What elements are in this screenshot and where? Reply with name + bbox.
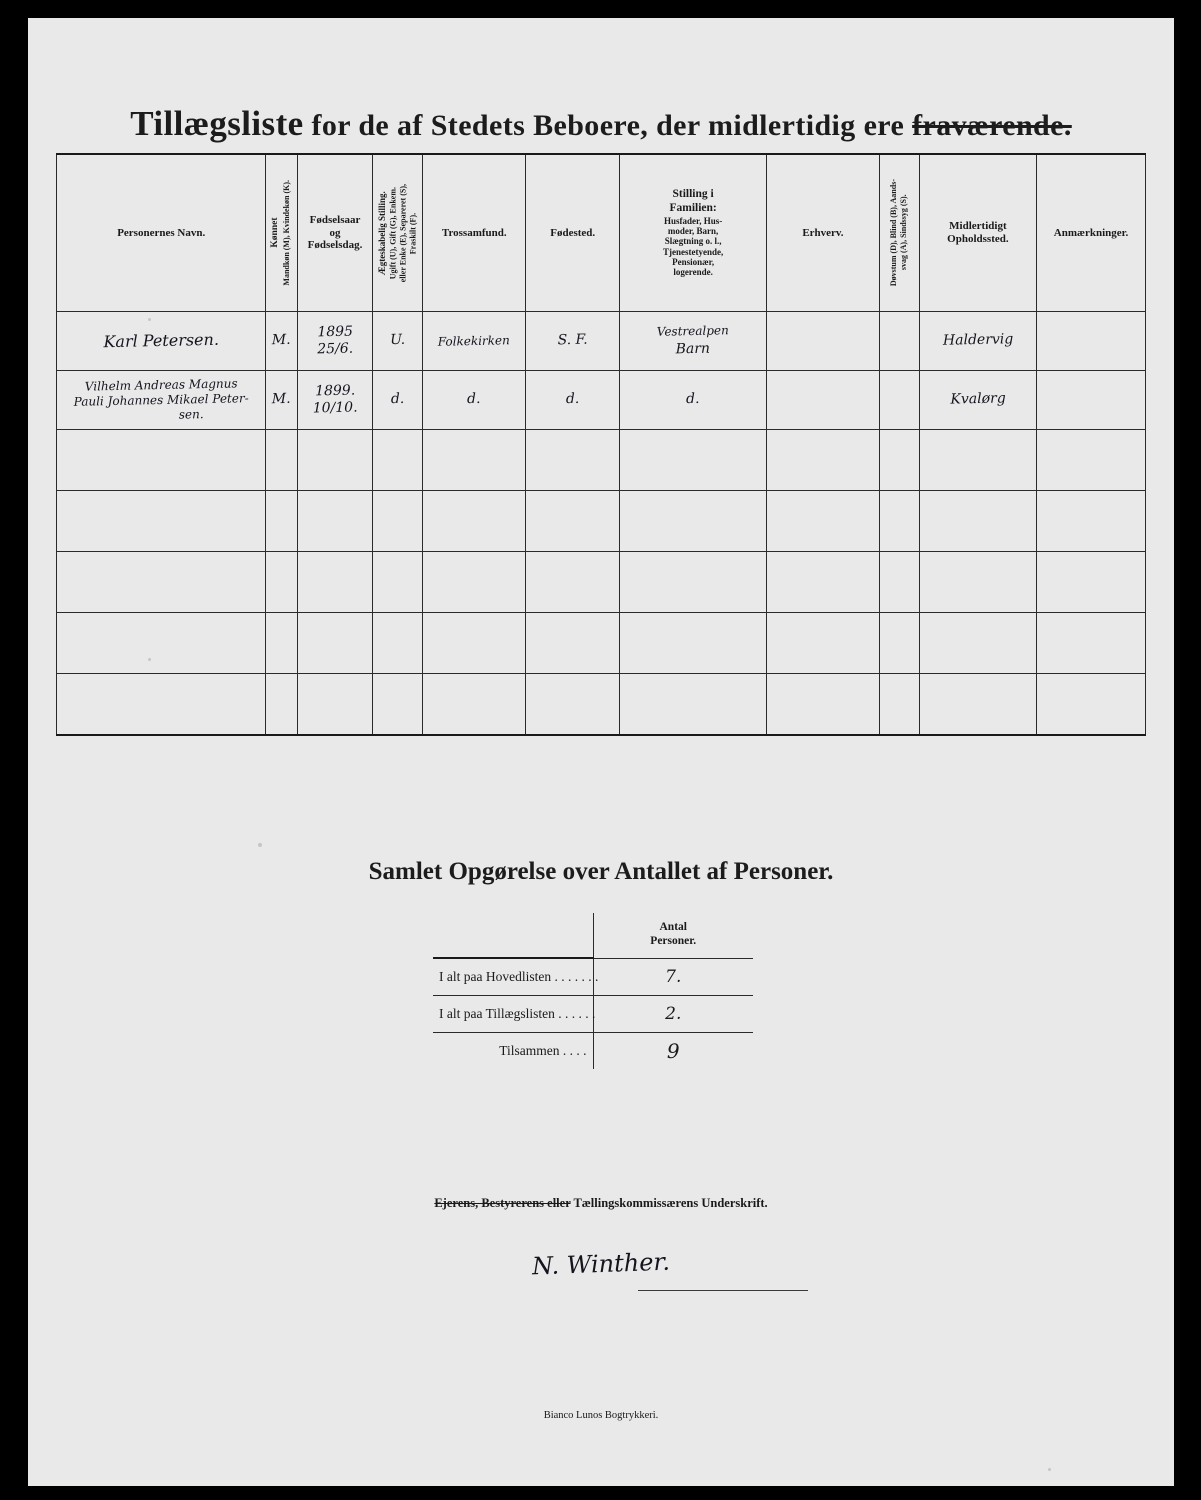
cell-remarks — [1037, 674, 1146, 736]
cell-temp-residence — [919, 430, 1036, 491]
cell-disability — [879, 430, 919, 491]
row-birth-day: 25/6. — [316, 340, 354, 358]
summary-value-supplement-list — [593, 996, 753, 1033]
col-header-birth-line3: Fødselsdag. — [307, 239, 363, 252]
summary-row — [433, 996, 753, 1033]
summary-label-supplement-list: I alt paa Tillægslisten . . . . . . — [433, 996, 593, 1033]
cell-temp-residence — [919, 312, 1036, 371]
col-header-occupation: Erhverv. — [766, 154, 879, 312]
col-header-family-line6: Tjenestetyende, — [662, 246, 724, 257]
signature-value: N. Winther. — [531, 1247, 671, 1281]
col-header-name: Personernes Navn. — [57, 154, 266, 312]
cell-birth — [297, 430, 372, 491]
row-family-position: d. — [686, 391, 700, 408]
row-birthplace: S. F. — [557, 331, 588, 349]
cell-creed — [423, 552, 526, 613]
cell-birthplace — [526, 371, 620, 430]
cell-occupation — [766, 552, 879, 613]
page-title — [28, 104, 1174, 144]
col-header-birthplace: Fødested. — [526, 154, 620, 312]
cell-temp-residence — [919, 552, 1036, 613]
summary-value-main-list — [593, 958, 753, 996]
summary-value-total — [593, 1033, 753, 1070]
cell-name — [57, 613, 266, 674]
summary-header-count — [593, 913, 753, 958]
cell-family-position — [620, 430, 767, 491]
col-header-sex-line1: Kønnet — [269, 217, 280, 249]
col-header-remarks: Anmærkninger. — [1037, 154, 1146, 312]
table-row — [57, 674, 1146, 736]
cell-birthplace — [526, 491, 620, 552]
summary-header-line2: Personer. — [650, 935, 697, 948]
residents-table — [56, 153, 1146, 736]
col-header-family-line8: logerende. — [673, 267, 713, 278]
col-header-disability — [879, 154, 919, 312]
cell-creed — [423, 371, 526, 430]
col-header-temp-line2: Opholdssted. — [947, 233, 1009, 245]
signature-area — [28, 1247, 1174, 1281]
table-row — [57, 613, 1146, 674]
signature-caption-rest: Tællingskommissærens Underskrift. — [573, 1196, 768, 1210]
summary-row — [433, 1033, 753, 1070]
col-header-marital-line4: Fraskilt (F). — [408, 212, 418, 254]
document-page — [28, 18, 1174, 1486]
summary-table — [433, 913, 753, 1069]
col-header-birth-line1: Fødselsaar — [309, 213, 361, 226]
summary-title: Samlet Opgørelse over Antallet af Personer. — [368, 858, 834, 885]
cell-marital — [373, 552, 423, 613]
col-header-family-line3: Husfader, Hus- — [664, 215, 723, 226]
cell-birth — [297, 674, 372, 736]
cell-sex — [266, 371, 297, 430]
summary-value-total-text: 9 — [666, 1039, 680, 1063]
col-header-temp-residence — [919, 154, 1036, 312]
col-header-temp-line1: Midlertidigt — [949, 220, 1007, 233]
title-prefix: Tillægsliste — [130, 104, 304, 143]
cell-remarks — [1037, 430, 1146, 491]
cell-temp-residence — [919, 371, 1036, 430]
cell-birth — [297, 312, 372, 371]
row-occupation — [767, 399, 879, 401]
cell-name — [57, 312, 266, 371]
row-name — [57, 458, 265, 462]
table-row — [57, 371, 1146, 430]
cell-name — [57, 552, 266, 613]
row-birth-year: 1895 — [317, 323, 353, 340]
cell-birthplace — [526, 613, 620, 674]
cell-remarks — [1037, 613, 1146, 674]
cell-marital — [373, 674, 423, 736]
printer-credit: Bianco Lunos Bogtrykkeri. — [543, 1410, 659, 1421]
row-temp-residence: Kvalørg — [950, 390, 1006, 408]
cell-marital — [373, 312, 423, 371]
paper-speck — [1048, 1468, 1051, 1471]
cell-name — [57, 491, 266, 552]
col-header-creed: Trossamfund. — [423, 154, 526, 312]
cell-birthplace — [526, 430, 620, 491]
cell-family-position — [620, 312, 767, 371]
row-birthplace: d. — [565, 391, 580, 408]
summary-label-main-list: I alt paa Hovedlisten . . . . . . . — [433, 958, 593, 996]
cell-marital — [373, 371, 423, 430]
row-marital: U. — [390, 332, 406, 349]
row-marital: d. — [390, 391, 405, 408]
cell-occupation — [766, 371, 879, 430]
cell-creed — [423, 674, 526, 736]
cell-creed — [423, 312, 526, 371]
cell-name — [57, 371, 266, 430]
cell-sex — [266, 613, 297, 674]
col-header-sex-line2: Mandkøn (M), Kvindekøn (K). — [281, 180, 291, 286]
summary-header-line1: Antal — [659, 921, 687, 934]
cell-temp-residence — [919, 613, 1036, 674]
cell-family-position — [620, 674, 767, 736]
cell-marital — [373, 430, 423, 491]
cell-occupation — [766, 430, 879, 491]
cell-name — [57, 674, 266, 736]
col-header-sex — [266, 154, 297, 312]
signature-caption-strike: Ejerens, Bestyrerens eller — [434, 1196, 571, 1210]
summary-row — [433, 958, 753, 996]
table-row — [57, 430, 1146, 491]
col-header-marital-line3: eller Enke (E), Separeret (S), — [398, 183, 408, 283]
row-temp-residence: Haldervig — [942, 331, 1014, 349]
cell-sex — [266, 674, 297, 736]
row-creed: Folkekirken — [438, 332, 511, 349]
cell-occupation — [766, 312, 879, 371]
cell-birth — [297, 552, 372, 613]
cell-family-position — [620, 491, 767, 552]
cell-remarks — [1037, 552, 1146, 613]
cell-occupation — [766, 674, 879, 736]
col-header-marital-line2: Ugift (U), Gift (G), Enkem. — [388, 186, 398, 280]
row-occupation — [767, 340, 879, 342]
row-name: Karl Petersen. — [103, 329, 220, 352]
col-header-family-line7: Pensionær, — [672, 257, 715, 268]
summary-value-supplement-list-text: 2. — [665, 1004, 682, 1024]
title-rest: for de af Stedets Beboere, der midlertidig ere — [311, 109, 905, 142]
cell-creed — [423, 491, 526, 552]
col-header-marital-line1: Ægteskabelig Stilling. — [377, 191, 388, 276]
cell-creed — [423, 430, 526, 491]
summary-label-total: Tilsammen . . . . — [433, 1033, 593, 1070]
row-birth-year: 1899. — [314, 382, 356, 399]
cell-birthplace — [526, 674, 620, 736]
row-family-position-note: Vestrealpen — [656, 322, 730, 339]
cell-sex — [266, 430, 297, 491]
row-name-line2: Pauli Johannes Mikael Peter- — [73, 390, 249, 409]
paper-speck — [258, 843, 262, 847]
col-header-family-position — [620, 154, 767, 312]
col-header-birth — [297, 154, 372, 312]
cell-birth — [297, 371, 372, 430]
cell-disability — [879, 491, 919, 552]
row-name-line3: sen. — [178, 406, 204, 422]
row-remarks — [1037, 340, 1145, 342]
col-header-birth-line2: og — [329, 226, 341, 239]
table-row — [57, 491, 1146, 552]
row-name — [57, 641, 265, 645]
cell-sex — [266, 491, 297, 552]
col-header-family-line1: Stilling i — [672, 188, 714, 201]
cell-birthplace — [526, 312, 620, 371]
cell-birthplace — [526, 552, 620, 613]
row-sex: M. — [272, 391, 292, 408]
row-name — [57, 580, 265, 584]
row-name: Vilhelm Andreas Magnus — [84, 375, 238, 394]
col-header-family-line4: moder, Barn, — [667, 226, 719, 237]
row-remarks — [1037, 399, 1145, 401]
cell-family-position — [620, 371, 767, 430]
summary-value-main-list-text: 7. — [665, 966, 682, 987]
cell-occupation — [766, 613, 879, 674]
cell-creed — [423, 613, 526, 674]
summary-header-empty — [433, 913, 593, 958]
row-name — [57, 519, 265, 523]
cell-birth — [297, 613, 372, 674]
col-header-family-line5: Slægtning o. l., — [664, 236, 722, 247]
cell-marital — [373, 491, 423, 552]
cell-occupation — [766, 491, 879, 552]
col-header-family-line2: Familien: — [669, 201, 717, 214]
cell-temp-residence — [919, 491, 1036, 552]
cell-temp-residence — [919, 674, 1036, 736]
row-sex: M. — [272, 332, 292, 349]
summary-header-row — [433, 913, 753, 958]
row-disability — [880, 341, 919, 342]
table-row — [57, 552, 1146, 613]
cell-sex — [266, 552, 297, 613]
row-family-position: Barn — [675, 340, 711, 358]
cell-remarks — [1037, 371, 1146, 430]
col-header-disability-line1: Døvstum (D), Blind (B), Aands- — [889, 179, 899, 287]
row-name — [57, 702, 265, 706]
cell-sex — [266, 312, 297, 371]
cell-disability — [879, 371, 919, 430]
row-disability — [880, 400, 919, 401]
cell-disability — [879, 613, 919, 674]
table-row — [57, 312, 1146, 371]
signature-line — [638, 1290, 808, 1291]
cell-marital — [373, 613, 423, 674]
cell-family-position — [620, 552, 767, 613]
cell-remarks — [1037, 491, 1146, 552]
cell-remarks — [1037, 312, 1146, 371]
col-header-disability-line2: svag (A), Sindssyg (S). — [899, 195, 909, 271]
signature-caption — [28, 1196, 1174, 1211]
row-birth-day: 10/10. — [312, 399, 358, 417]
title-strike: fraværende. — [912, 109, 1072, 142]
col-header-marital — [373, 154, 423, 312]
cell-disability — [879, 674, 919, 736]
cell-disability — [879, 552, 919, 613]
cell-family-position — [620, 613, 767, 674]
row-creed: d. — [467, 391, 482, 408]
cell-disability — [879, 312, 919, 371]
cell-birth — [297, 491, 372, 552]
cell-name — [57, 430, 266, 491]
